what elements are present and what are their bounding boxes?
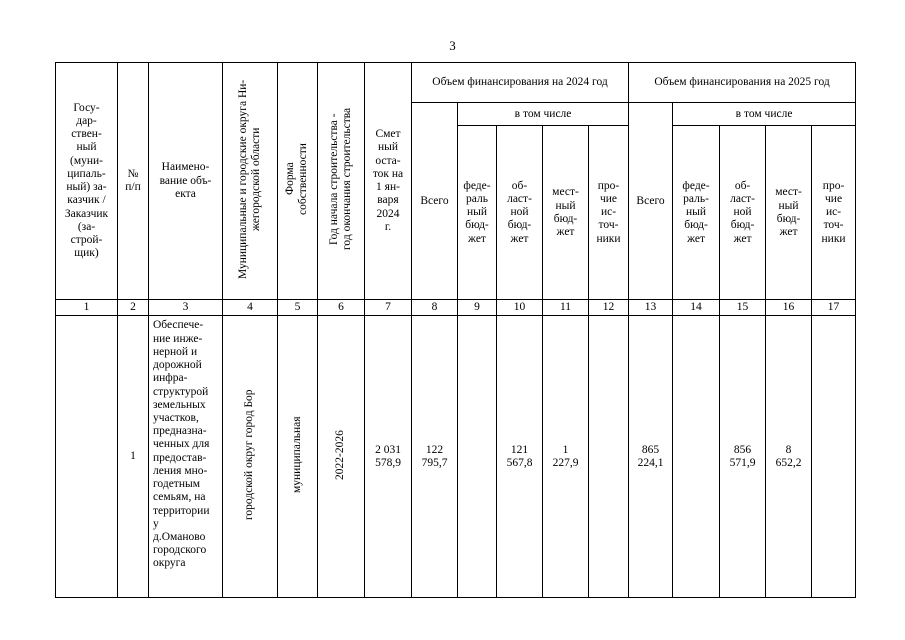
row-years-cell — [318, 316, 365, 598]
row-municipality-cell — [223, 316, 278, 598]
header-total-2025: Всего — [629, 103, 673, 300]
header-local-2024: мест- ный бюд- жет — [543, 126, 589, 300]
column-number: 4 — [223, 300, 278, 316]
column-number: 17 — [812, 300, 856, 316]
column-number: 7 — [365, 300, 412, 316]
header-funding-2025: Объем финансирования на 2025 год — [629, 63, 856, 103]
column-number: 6 — [318, 300, 365, 316]
header-federal-2024: феде- раль ный бюд- жет — [458, 126, 497, 300]
header-object-name: Наимено- вание объ- екта — [149, 63, 223, 300]
row-other-2024 — [589, 316, 629, 598]
row-federal-2025 — [673, 316, 720, 598]
row-ownership-cell — [278, 316, 318, 598]
header-including-2025: в том числе — [673, 103, 856, 126]
header-other-2024: про- чие ис- точ- ники — [589, 126, 629, 300]
row-object-name: Обеспече- ние инже- нерной и дорожной инфра- структурой земельных участков, предназна- ченных для предостав- ления мно- годетным семьям, на территории у д.Оманово городского округа — [149, 316, 223, 598]
column-number: 3 — [149, 300, 223, 316]
page-number: 3 — [449, 38, 456, 53]
column-number: 13 — [629, 300, 673, 316]
row-local-2024: 1 227,9 — [543, 316, 589, 598]
header-years: Год начала строительства - год окончания строительства — [327, 107, 353, 251]
column-number: 10 — [497, 300, 543, 316]
row-regional-2025: 856 571,9 — [720, 316, 766, 598]
row-customer — [56, 316, 118, 598]
header-municipality: Муниципальные и городские округа Ни- жегородской области — [236, 79, 262, 279]
column-number: 2 — [118, 300, 149, 316]
row-federal-2024 — [458, 316, 497, 598]
header-remainder: Смет ный оста- ток на 1 ян- варя 2024 г. — [365, 63, 412, 300]
row-local-2025: 8 652,2 — [766, 316, 812, 598]
row-regional-2024: 121 567,8 — [497, 316, 543, 598]
financing-table — [55, 62, 856, 598]
header-other-2025: про- чие ис- точ- ники — [812, 126, 856, 300]
header-number: № п/п — [118, 63, 149, 300]
row-total-2024: 122 795,7 — [412, 316, 458, 598]
header-regional-2024: об- ласт- ной бюд- жет — [497, 126, 543, 300]
header-federal-2025: феде- раль- ный бюд- жет — [673, 126, 720, 300]
row-years: 2022-2026 — [334, 429, 347, 480]
column-number: 14 — [673, 300, 720, 316]
header-funding-2024: Объем финансирования на 2024 год — [412, 63, 629, 103]
column-number: 16 — [766, 300, 812, 316]
column-number: 5 — [278, 300, 318, 316]
header-years-cell — [318, 63, 365, 300]
column-number-row — [56, 300, 856, 316]
header-regional-2025: об- ласт- ной бюд- жет — [720, 126, 766, 300]
table-row — [56, 316, 856, 598]
header-ownership: Форма собственности — [284, 143, 310, 215]
column-number: 11 — [543, 300, 589, 316]
header-customer: Госу- дар- ствен- ный (муни- ципаль- ный) за- казчик / Заказчик (за- строй- щик) — [56, 63, 118, 300]
column-number: 12 — [589, 300, 629, 316]
row-total-2025: 865 224,1 — [629, 316, 673, 598]
header-including-2024: в том числе — [458, 103, 629, 126]
header-ownership-cell — [278, 63, 318, 300]
header-total-2024: Всего — [412, 103, 458, 300]
column-number: 9 — [458, 300, 497, 316]
header-row-1 — [56, 63, 856, 103]
header-local-2025: мест- ный бюд- жет — [766, 126, 812, 300]
row-ownership: муниципальная — [290, 416, 303, 494]
column-number: 1 — [56, 300, 118, 316]
column-number: 15 — [720, 300, 766, 316]
header-municipality-cell — [223, 63, 278, 300]
row-number: 1 — [118, 316, 149, 598]
row-municipality: городской округ город Бор — [243, 389, 256, 521]
column-number: 8 — [412, 300, 458, 316]
row-other-2025 — [812, 316, 856, 598]
row-remainder: 2 031 578,9 — [365, 316, 412, 598]
